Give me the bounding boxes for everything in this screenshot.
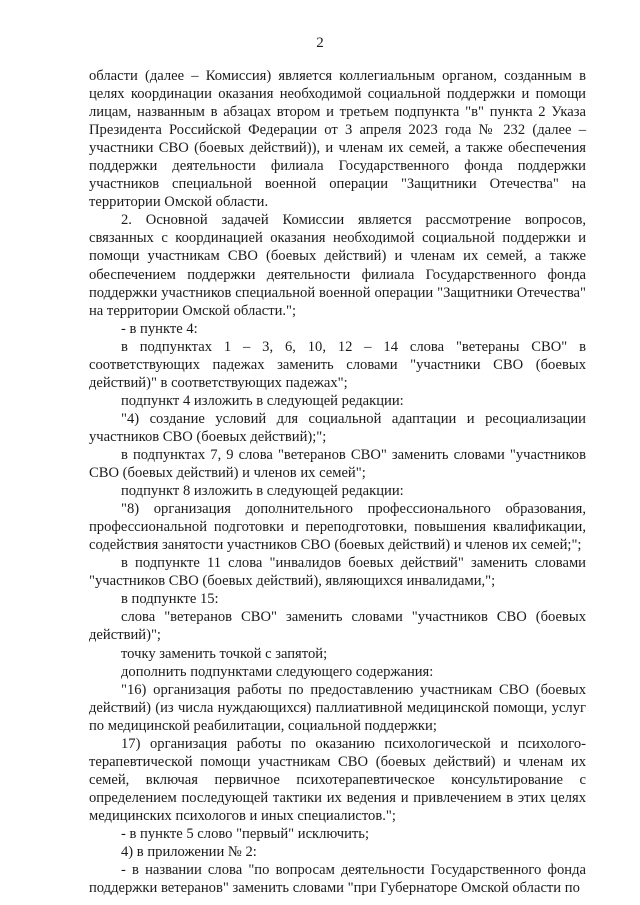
paragraph-subitem-15-words: слова "ветеранов СВО" заменить словами "участников СВО (боевых действий)"; — [89, 609, 586, 644]
paragraph-subitems-7-9: в подпунктах 7, 9 слова "ветеранов СВО" заменить словами "участников СВО (боевых действий) и членов их семей"; — [89, 446, 586, 482]
paragraph-subitem-16: "16) организация работы по предоставлению участникам СВО (боевых действий) (из числа нуждающихся) паллиативной медицинской помощи, услуг по медицинской реабилитации, социальной поддержки; — [89, 681, 586, 734]
paragraph-item-4-header: - в пункте 4: — [121, 320, 198, 337]
paragraph-subitems-1-14: в подпунктах 1 – 3, 6, 10, 12 – 14 слова "ветераны СВО" в соответствующих падежах заменить словами "участники СВО (боевых действий)" в соответствующих падежах"; — [89, 338, 586, 391]
paragraph-subitem-8-text: "8) организация дополнительного профессионального образования, профессиональной подготовки и переподготовки, повышения квалификации, содействия занятости участников СВО (боевых действий) и членов их семей;"; — [89, 501, 586, 554]
paragraph-item-5: - в пункте 5 слово "первый" исключить; — [121, 825, 370, 842]
document-body — [89, 67, 586, 897]
paragraph-main-task: 2. Основной задачей Комиссии является рассмотрение вопросов, связанных с координацией оказания необходимой социальной поддержки и помощи участникам СВО (боевых действий) и членам их семей, а также обеспечением поддержки деятельности филиала Государственного фонда поддержки участников специальной военной операции "Защитники Отечества" на территории Омской области."; — [89, 212, 586, 319]
paragraph-subitem-15-header: в подпункте 15: — [121, 591, 219, 608]
page-number: 2 — [316, 35, 324, 51]
paragraph-appendix-2-title-change: - в названии слова "по вопросам деятельности Государственного фонда поддержки ветеранов" заменить словами "при Губернаторе Омской области по — [89, 862, 586, 897]
paragraph-subitem-4-intro: подпункт 4 изложить в следующей редакции: — [121, 392, 404, 409]
paragraph-subitem-17: 17) организация работы по оказанию психологической и психолого-терапевтической помощи участникам СВО (боевых действий) и членам их семей, включая первичное психотерапевтическое консультирование с определением последующей тактики их ведения и привлечением в этих целях медицинских психологов и иных специалистов."; — [89, 735, 586, 824]
paragraph-add-subitems-intro: дополнить подпунктами следующего содержания: — [121, 663, 434, 680]
paragraph-subitem-4-text: "4) создание условий для социальной адаптации и ресоциализации участников СВО (боевых действий);"; — [89, 410, 586, 445]
paragraph-subitem-15-punctuation: точку заменить точкой с запятой; — [121, 645, 328, 662]
paragraph-commission-definition: области (далее – Комиссия) является коллегиальным органом, созданным в целях координации оказания необходимой социальной поддержки и помощи лицам, названным в абзацах втором и третьем подпункта "в" пункта 2 Указа Президента Российской Федерации от 3 апреля 2023 года № 232 (далее – участники СВО (боевых действий)), и членам их семей, а также обеспечения поддержки деятельности филиала Государственного фонда поддержки участников специальной военной операции "Защитники Отечества" на территории Омской области. — [89, 68, 586, 211]
paragraph-subitem-8-intro: подпункт 8 изложить в следующей редакции: — [121, 483, 404, 500]
paragraph-subitem-11: в подпункте 11 слова "инвалидов боевых действий" заменить словами "участников СВО (боевых действий), являющихся инвалидами,"; — [89, 555, 586, 590]
paragraph-appendix-2-header: 4) в приложении № 2: — [121, 844, 257, 861]
